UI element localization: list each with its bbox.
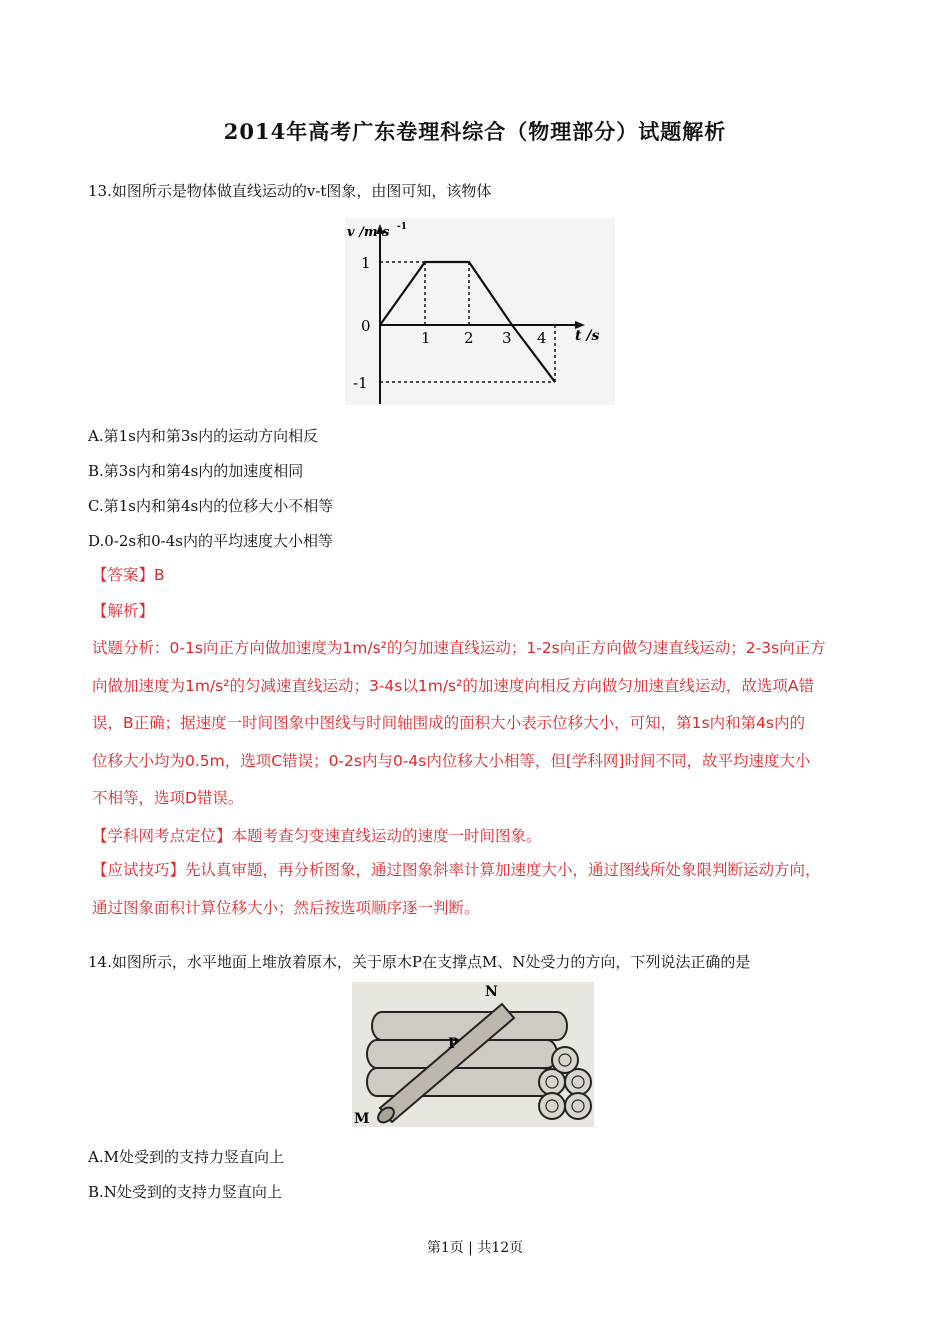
analysis-line: 试题分析：0-1s向正方向做加速度为1m/s²的匀加速直线运动；1-2s向正方向做匀速直线运动；2-3s向正方	[92, 639, 826, 657]
y-axis-exponent: -1	[397, 222, 407, 232]
analysis-line: 向做加速度为1m/s²的匀减速直线运动；3-4s以1m/s²的加速度向相反方向做匀加速直线运动，故选项A错	[92, 676, 814, 695]
analysis-line: 位移大小均为0.5m，选项C错误；0-2s内与0-4s内位移大小相等，但[学科网]时间不同，故平均速度大小	[92, 751, 811, 770]
q13-stem: 13.如图所示是物体做直线运动的v-t图象，由图可知，该物体	[88, 182, 492, 200]
y-tick-minus-1: -1	[353, 374, 368, 392]
x-tick-3: 3	[502, 329, 512, 347]
q13-option-c: C.第1s内和第4s内的位移大小不相等	[88, 497, 334, 515]
origin-label: 0	[361, 317, 371, 335]
y-axis-label: v /m·s	[347, 225, 390, 240]
q13-option-a: A.第1s内和第3s内的运动方向相反	[88, 427, 319, 445]
jiqiao-line: 通过图象面积计算位移大小；然后按选项顺序逐一判断。	[92, 898, 480, 917]
q13-analysis-label: 【解析】	[92, 602, 155, 620]
q13-option-b: B.第3s内和第4s内的加速度相同	[88, 462, 304, 480]
analysis-line: 误，B正确；据速度一时间图象中图线与时间轴围成的面积大小表示位移大小，可知，第1s内和第4s内的	[92, 714, 806, 732]
q14-option-b: B.N处受到的支持力竖直向上	[88, 1183, 282, 1201]
y-tick-1: 1	[361, 254, 371, 272]
label-n: N	[485, 984, 498, 1000]
analysis-line: 不相等，选项D错误。	[92, 789, 244, 807]
x-tick-2: 2	[464, 329, 474, 347]
page-footer: 第1页 | 共12页	[426, 1240, 524, 1256]
logs-figure	[352, 982, 594, 1127]
q13-jiqiao	[92, 852, 872, 927]
q13-kaodian: 【学科网考点定位】本题考查匀变速直线运动的速度一时间图象。	[92, 827, 542, 845]
vt-graph	[345, 218, 615, 405]
q14-option-a: A.M处受到的支持力竖直向上	[88, 1148, 284, 1166]
label-m: M	[354, 1111, 370, 1127]
x-tick-4: 4	[537, 329, 547, 347]
q14-stem: 14.如图所示，水平地面上堆放着原木，关于原木P在支撑点M、N处受力的方向，下列说法正确的是	[88, 953, 751, 971]
q13-analysis	[92, 630, 872, 818]
label-p: P	[448, 1036, 459, 1052]
x-axis-label: t /s	[575, 328, 600, 344]
q13-option-d: D.0-2s和0-4s内的平均速度大小相等	[88, 532, 333, 550]
q13-answer: 【答案】B	[92, 566, 165, 584]
jiqiao-line: 【应试技巧】先认真审题，再分析图象，通过图象斜率计算加速度大小，通过图线所处象限判断运动方向，	[92, 861, 821, 879]
x-tick-1: 1	[421, 329, 431, 347]
document-title: 2014年高考广东卷理科综合（物理部分）试题解析	[223, 119, 727, 144]
